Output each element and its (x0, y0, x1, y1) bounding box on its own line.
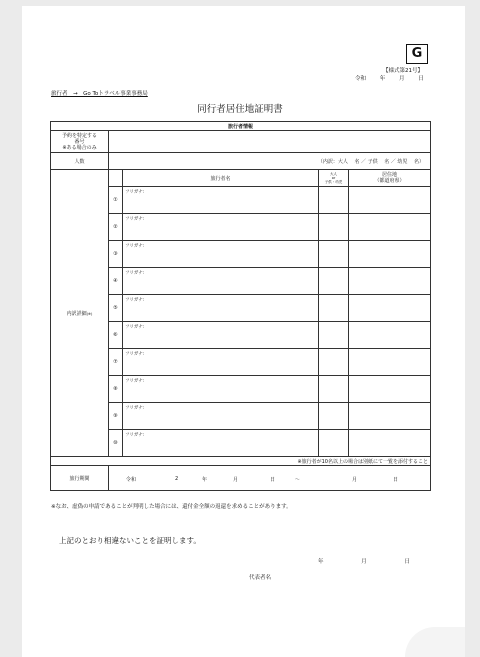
type-field[interactable] (319, 349, 349, 376)
row-number: ③ (109, 241, 123, 268)
residence-field[interactable] (349, 322, 431, 349)
type-field[interactable] (319, 322, 349, 349)
count-breakdown: （内訳：大人 名 ／ 子供 名 ／ 幼児 名） (109, 153, 431, 170)
period-year: 年 (202, 477, 208, 483)
period-year-value: 2 (175, 476, 179, 482)
date-era: 令和 (355, 76, 367, 82)
residence-field[interactable] (349, 349, 431, 376)
col-name-header: 旅行者名 (123, 170, 319, 187)
row-number: ⑤ (109, 295, 123, 322)
representative-label: 代表者名 (249, 575, 272, 581)
row-number: ⑥ (109, 322, 123, 349)
col-residence-header: 居住地 （都道府県） (349, 170, 431, 187)
period-field[interactable] (109, 466, 431, 491)
col-type-header: 大人 or 子供・幼児 (319, 170, 349, 187)
type-field[interactable] (319, 214, 349, 241)
certification-statement: 上記のとおり相違ないことを証明します。 (59, 536, 201, 545)
name-field[interactable]: フリガナ: (123, 241, 319, 268)
false-claim-note: ※なお、虚偽の申請であることが判明した場合には、還付金全額の返還を求めることがあります。 (51, 504, 292, 510)
period-tilde: ～ (295, 477, 301, 483)
form-code-box: G (406, 44, 428, 64)
detail-label: 内訳詳細 (66, 310, 87, 317)
name-field[interactable]: フリガナ: (123, 430, 319, 457)
row-number: ② (109, 214, 123, 241)
row-number: ④ (109, 268, 123, 295)
type-field[interactable] (319, 268, 349, 295)
residence-field[interactable] (349, 403, 431, 430)
residence-field[interactable] (349, 187, 431, 214)
period-day-end: 日 (393, 477, 399, 483)
overflow-note: ※旅行者が10名以上の場合は別紙にて一覧を添付すること (51, 457, 431, 466)
addressee: 旅行者 → Go Toトラベル事業事務局 (51, 91, 148, 97)
traveler-info-table (50, 121, 431, 491)
period-month-start: 月 (233, 477, 239, 483)
name-field[interactable]: フリガナ: (123, 214, 319, 241)
type-field[interactable] (319, 403, 349, 430)
residence-field[interactable] (349, 241, 431, 268)
residence-field[interactable] (349, 214, 431, 241)
date-year: 年 (379, 76, 386, 82)
reservation-field[interactable] (109, 131, 431, 153)
type-field[interactable] (319, 295, 349, 322)
residence-field[interactable] (349, 376, 431, 403)
row-number: ⑦ (109, 349, 123, 376)
sign-day: 日 (404, 559, 411, 565)
issue-date (355, 74, 436, 82)
name-field[interactable]: フリガナ: (123, 295, 319, 322)
name-field[interactable]: フリガナ: (123, 268, 319, 295)
residence-field[interactable] (349, 295, 431, 322)
residence-field[interactable] (349, 268, 431, 295)
name-field[interactable]: フリガナ: (123, 403, 319, 430)
form-number: 【様式第21号】 (383, 68, 423, 74)
signature-date (318, 557, 446, 565)
row-number: ① (109, 187, 123, 214)
reservation-label: 予約を特定する 番号 ※ある場合のみ (51, 131, 109, 153)
period-label: 旅行期間 (51, 466, 109, 491)
period-month-end: 月 (352, 477, 358, 483)
type-field[interactable] (319, 376, 349, 403)
name-field[interactable]: フリガナ: (123, 322, 319, 349)
document-title: 同行者居住地証明書 (197, 104, 283, 115)
period-day-start: 日 (270, 477, 276, 483)
row-number: ⑩ (109, 430, 123, 457)
page-curl (405, 627, 465, 657)
name-field[interactable]: フリガナ: (123, 349, 319, 376)
type-field[interactable] (319, 241, 349, 268)
date-month: 月 (399, 76, 405, 82)
section-title: 旅行者情報 (51, 122, 431, 131)
residence-field[interactable] (349, 430, 431, 457)
name-field[interactable]: フリガナ: (123, 376, 319, 403)
period-era: 令和 (126, 477, 137, 483)
type-field[interactable] (319, 187, 349, 214)
detail-note: (※) (86, 311, 93, 316)
type-field[interactable] (319, 430, 349, 457)
sign-month: 月 (361, 559, 367, 565)
date-day: 日 (418, 76, 424, 82)
sign-year: 年 (318, 559, 324, 565)
detail-label-cell (51, 170, 109, 457)
count-label: 人数 (51, 153, 109, 170)
number-header (109, 170, 123, 187)
row-number: ⑨ (109, 403, 123, 430)
row-number: ⑧ (109, 376, 123, 403)
name-field[interactable]: フリガナ: (123, 187, 319, 214)
